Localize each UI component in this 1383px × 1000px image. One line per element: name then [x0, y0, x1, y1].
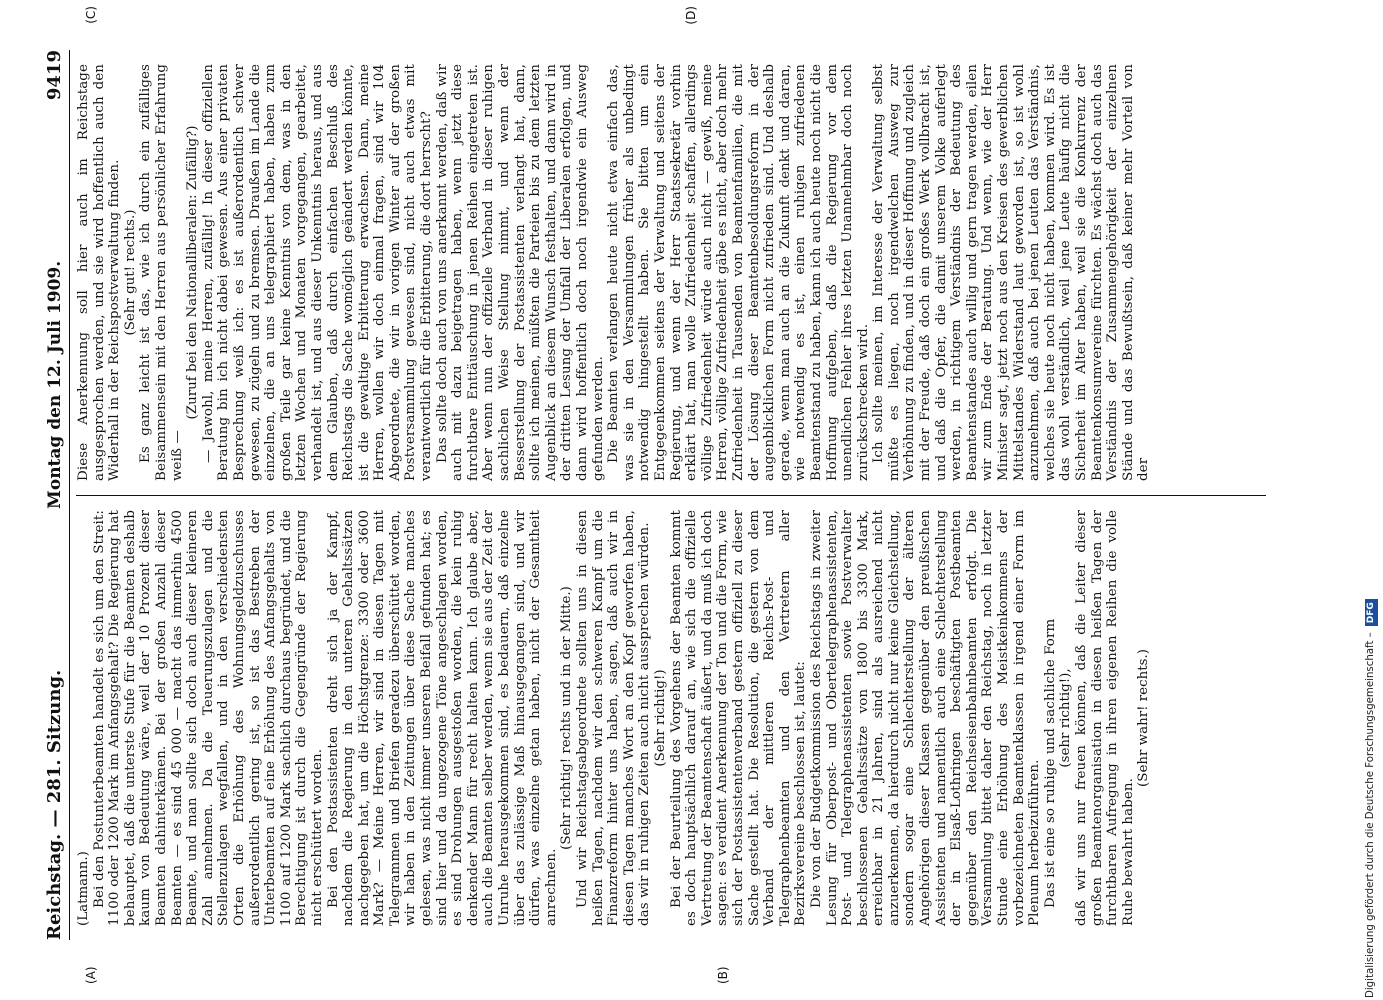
interjection: (Sehr wahr! rechts.) — [1136, 649, 1152, 787]
resolution-quote: Die von der Budgetkommission des Reichstags in zweiter Lesung für Oberpost- und Obertelegraphenassistenten, Post- und Telegraphenassistenten sowie Postverwalter beschlossenen Gehaltssätze von 1800 bis 3300 Mark, erreichbar in 21 Jahren, sind als ausreichend nicht anzuerkennen, da hierdurch nicht nur keine Gleichstellung, sondern sogar eine Schlechterstellung der älteren Angehörigen dieser Klassen gegenüber den preußischen Assistenten und namentlich auch eine Schlechterstellung der in Elsaß-Lothringen beschäftigten Postbeamten gegenüber den Reichseisenbahnbeamten erfolgt. Die Versammlung bittet daher den Reichstag, noch in letzter Stunde eine Erhöhung des Meistkeinkommens der vorbezeichneten Beamtenklassen in irgend einer Form im Plenum herbeizuführen. — [808, 510, 1043, 926]
paragraph: Das ist eine so ruhige und sachliche Form — [1042, 618, 1058, 908]
interjection: (Sehr richtig!) — [652, 669, 668, 767]
margin-marker-d: (D) — [684, 6, 698, 25]
paragraph: Ich sollte meinen, im Interesse der Verwaltung selbst müßte es liegen, noch irgendwelchen Ausweg zur Verhöhnung zu finden, und in dieser Hoffnung und zugleich mit der Freude, daß doch ein großes Werk vollbracht ist, und daß die Opfer, die damit unserem Volke auferlegt werden, in richtigem Verständnis der Bedeutung des Beamtenstandes auch willig und gern tragen werden, eilen wir zum Ende der Beratung. Und wenn, wie der Herr Minister sagt, jetzt noch aus den Kreisen des gewerblichen Mittelstandes Widerstand laut geworden ist, so ist wohl anzunehmen, daß auch bei jenen Leuten das Verständnis, welches sie heute noch nicht haben, kommen wird. Es ist das wohl verständlich, weil jene Leute häufig nicht die Sicherheit im Alter haben, weil sie die Konkurrenz der Beamtenkonsumvereine fürchten. Es wächst doch auch das Verständnis der Zusammengehörigkeit der einzelnen Stände und das Bewußtsein, daß keiner mehr Vorteil von der — [871, 64, 1152, 481]
text-columns — [76, 6, 1266, 984]
paragraph: Diese Anerkennung soll hier auch im Reichstage ausgesprochen werden, und sie wird hoffentlich auch den Widerhall in der Reichspostverwaltung finden. — [76, 64, 123, 481]
margin-marker-c: (C) — [84, 6, 98, 24]
paragraph: Bei den Postunterbeamten handelt es sich um den Streit: 1100 oder 1200 Mark im Anfangsgehalt? Die Regierung hat behauptet, daß die unterste Stufe für die Beamten deshalb kaum von Bedeutung wäre, weil der 10 Prozent dieser Beamten dahinterkämen. Bei der großen Anzahl dieser Beamten — es sind 45 000 — macht das immerhin 4500 Beamte, und man sollte sich doch auch dieser kleineren Zahl annehmen. Da die Teuerungszulagen und die Stellenzulagen wegfallen, und in den verschiedensten Orten die Erhöhung des Wohnungsgeldzuschusses außerordentlich gering ist, so ist das Bestreben der Unterbeamten auf eine Erhöhung des Anfangsgehalts von 1100 auf 1200 Mark sachlich durchaus begründet, und die Berechtigung ist durch die Gegengründe der Regierung nicht erschüttert worden. — [91, 510, 325, 926]
header-date: Montag den 12. Juli 1909. — [45, 260, 65, 509]
interjection: (Zuruf bei den Nationalliberalen: Zufällig?) — [185, 125, 201, 420]
paragraph: Die Beamten verlangen heute nicht etwa einfach das, was sie in den Versammlungen früher als unbedingt notwendig hingestellt haben. Sie bitten um ein Entgegenkommen seitens der Verwaltung und seitens der Regierung, und wenn der Herr Staatssekretär vorhin erklärt hat, man wolle Zufriedenheit schaffen, allerdings völlige Zufriedenheit würde auch nicht — gewiß, meine Herren, völlige Zufriedenheit gäbe es nicht, aber doch mehr Zufriedenheit in Tausenden von Beamtenfamilien, die mit der Lösung dieser Beamtenbesoldungsreform in der augenblicklichen Form nicht zufrieden sind. Und deshalb gerade, wenn man auch an die Zukunft denkt und daran, wie notwendig es ist, einen ruhigen zufriedenen Beamtenstand zu haben, kann ich auch heute noch nicht die Hoffnung aufgeben, daß die Regierung vor dem unendlichen Fehler ihres letzten Unannehmbar doch noch zurückschrecken wird. — [606, 64, 871, 481]
left-column — [76, 495, 1266, 984]
paragraph: daß wir uns nur freuen können, daß die Leiter dieser großen Beamtenorganisation in diesen heißen Tagen der furchtbaren Aufregung in ihren eigenen Reihen die volle Ruhe bewahrt haben. — [1074, 510, 1136, 926]
margin-marker-b: (B) — [716, 966, 730, 984]
paragraph: Bei den Postassistenten dreht sich ja der Kampf, nachdem die Regierung in den unteren Gehaltssätzen nachgegeben hat, um die Höchstgrenze: 3300 oder 3600 Mark? — Meine Herren, wir sind in diesen Tagen mit Telegrammen und Briefen geradezu überschüttet worden, wir haben in den Zeitungen über diese Sache manches gelesen, was nicht immer unseren Beifall gefunden hat; es sind hier und da ungezogene Töne angeschlagen worden, es sind Drohungen ausgestoßen worden, die kein ruhig denkender Mann für recht halten kann. Ich glaube aber, auch die Beamten selber werden, wenn sie aus der Zeit der Unruhe herausgekommen sind, es bedauern, daß einzelne über das zulässige Maß hinausgegangen sind, und wir dürfen, was einzelne getan haben, nicht der Gesamtheit anrechnen. — [325, 510, 559, 926]
page-header — [44, 50, 70, 940]
paragraph: Bei der Beurteilung des Vorgehens der Beamten kommt es doch hauptsächlich darauf an, wie sich die offizielle Vertretung der Beamtenschaft äußert, und da muß ich doch sagen: es verdient Anerkennung der Ton und die Form, wie sich der Postassistentenverband gestern offiziell zu dieser Sache gestellt hat. Die Resolution, die gestern von dem Verband der mittleren Reichs-Post- und Telegraphenbeamten und den Vertretern aller Bezirksvereine beschlossen ist, lautet: — [668, 510, 809, 926]
right-column — [76, 6, 1266, 495]
paragraph: Und wir Reichstagsabgeordnete sollten uns in diesen heißen Tagen, nachdem wir den schweren Kampf um die Finanzreform hinter uns haben, sagen, daß auch wir in diesen Tagen manches Wort an den Kopf geworfen haben, das wir in ruhigen Zeiten auch nicht aussprechen würden. — [575, 510, 653, 926]
dfg-logo: DFG — [1365, 599, 1378, 626]
digitization-credit — [1363, 8, 1379, 998]
interjection: (sehr richtig!), — [1058, 668, 1074, 768]
page-number: 9419 — [44, 50, 65, 101]
paragraph: Das sollte doch auch von uns anerkannt werden, daß wir auch mit dazu beigetragen haben, wenn jetzt diese furchtbare Enttäuschung in jenen Reihen eingetreten ist. Aber wenn nun der offizielle Verband in dieser ruhigen sachlichen Weise Stellung nimmt, und wenn der Besserstellung der Postassistenten verlangt hat, dann, sollte ich meinen, müßten die Parteien bis zu dem letzten Augenblick an diesem Wunsch festhalten, und dann wird in der dritten Lesung der Umfall der Liberalen erfolgen, und dann wird hoffentlich doch noch irgendwie ein Ausweg gefunden werden. — [434, 64, 606, 481]
paragraph: — Jawohl, meine Herren, zufällig! In dieser offiziellen Beratung bin ich nicht dabei gewesen. Aus einer privaten Besprechung weiß ich: es ist außerordentlich schwer gewesen, zu zügeln und zu bremsen. Draußen im Lande die einzelnen, die an uns telegraphiert haben, haben zum großen Teile gar keine Kenntnis von dem, was in den letzten Wochen und Monaten vorgegangen, gearbeitet, verhandelt ist, und aus dieser Unkenntnis heraus, und aus dem Glauben, daß durch einfachen Beschluß des Reichstags die Sache womöglich geändert werden könnte, ist die gewaltige Erbitterung erwachsen. Dann, meine Herren, wollen wir doch einmal fragen, sind wir 104 Abgeordnete, die wir in vorigen Winter auf der großen Postversammlung gewesen sind, nicht auch etwas mit verantwortlich für die Erbitterung, die dort herrscht? — [200, 64, 435, 481]
speaker-name: (Latmann.) — [76, 851, 91, 926]
credit-text: Digitalisierung gefördert durch die Deutsche Forschungsgemeinschaft – — [1365, 632, 1376, 998]
interjection: (Sehr richtig! rechts und in der Mitte.) — [559, 586, 575, 850]
paragraph: Es ganz leicht ist das, wie ich durch ein zufälliges Beisammensein mit den Herren aus persönlicher Erfahrung weiß — — [138, 64, 185, 481]
interjection: (Sehr gut! rechts.) — [122, 209, 138, 336]
header-session: Reichstag. — 281. Sitzung. — [44, 669, 65, 940]
margin-marker-a: (A) — [84, 966, 98, 984]
